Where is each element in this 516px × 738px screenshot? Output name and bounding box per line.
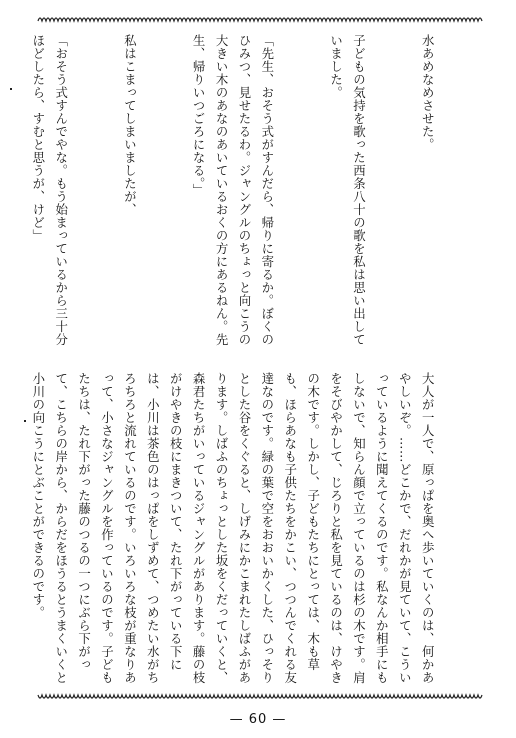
page-number: — 60 — [229,712,287,727]
paragraph: 大人が一人で、原っぱを奥へ歩いていくのは、何かあやしいぞ。……どこかで、だれかが見ていて、こういっているように聞えてくるのです。私なんか相手にもしないで、知らん顔で立っているのは杉の木です。肩をそびやかして、じろりと私を見ているのは、けやきの木です。しかし、子どもたちにとっては、木も草も、ほらあなも子供たちをかこい、つつんでくれる友達なのです。緑の葉で空をおおいかくした、ひっそりとした谷をくぐると、しげみにかこまれたしばふがあります。しばふのちょっとした坂をくだっていくと、森君たちがいっているジャングルがあります。藤の枝がけやきの枝にまきついて、たれ下がっている下には、小川は茶色のはっぱをしずめて、つめたい水がちろちろと流れているのです。いろいろな枝が重なりあって、小さなジャングルを作っているのです。子どもたちは、たれ下がった藤のつるの一つにぶら下がって、こちらの岸から、からだをほうるとうまくいくと小川の向こうにとぶことができるのです。 [30,372,436,684]
paragraph: 私はこまってしまいましたが、 [122,34,138,216]
paragraph: 子どもの気持を歌った西条八十の歌を私は思い出していました。 [328,34,367,346]
dialogue-paragraph: 「先生、おそう式がすんだら、帰りに寄るか。ぼくのひみつ、見せたるわ。ジャングルのちょっと向こうの大きい木のあなのあいているおくの方にあるねん。先生、帰りいつごろになる。」 [191,34,275,346]
top-scallop-border [38,14,480,22]
dialogue-paragraph: 「おそう式すんでやな。もう始まっているから三十分ほどしたら、すむと思うが、けど」 [30,34,69,346]
upper-text-block [30,34,484,350]
bottom-scallop-border [38,694,480,702]
lower-text-block [30,372,484,688]
paragraph: 水あめなめさせた。 [420,34,436,151]
